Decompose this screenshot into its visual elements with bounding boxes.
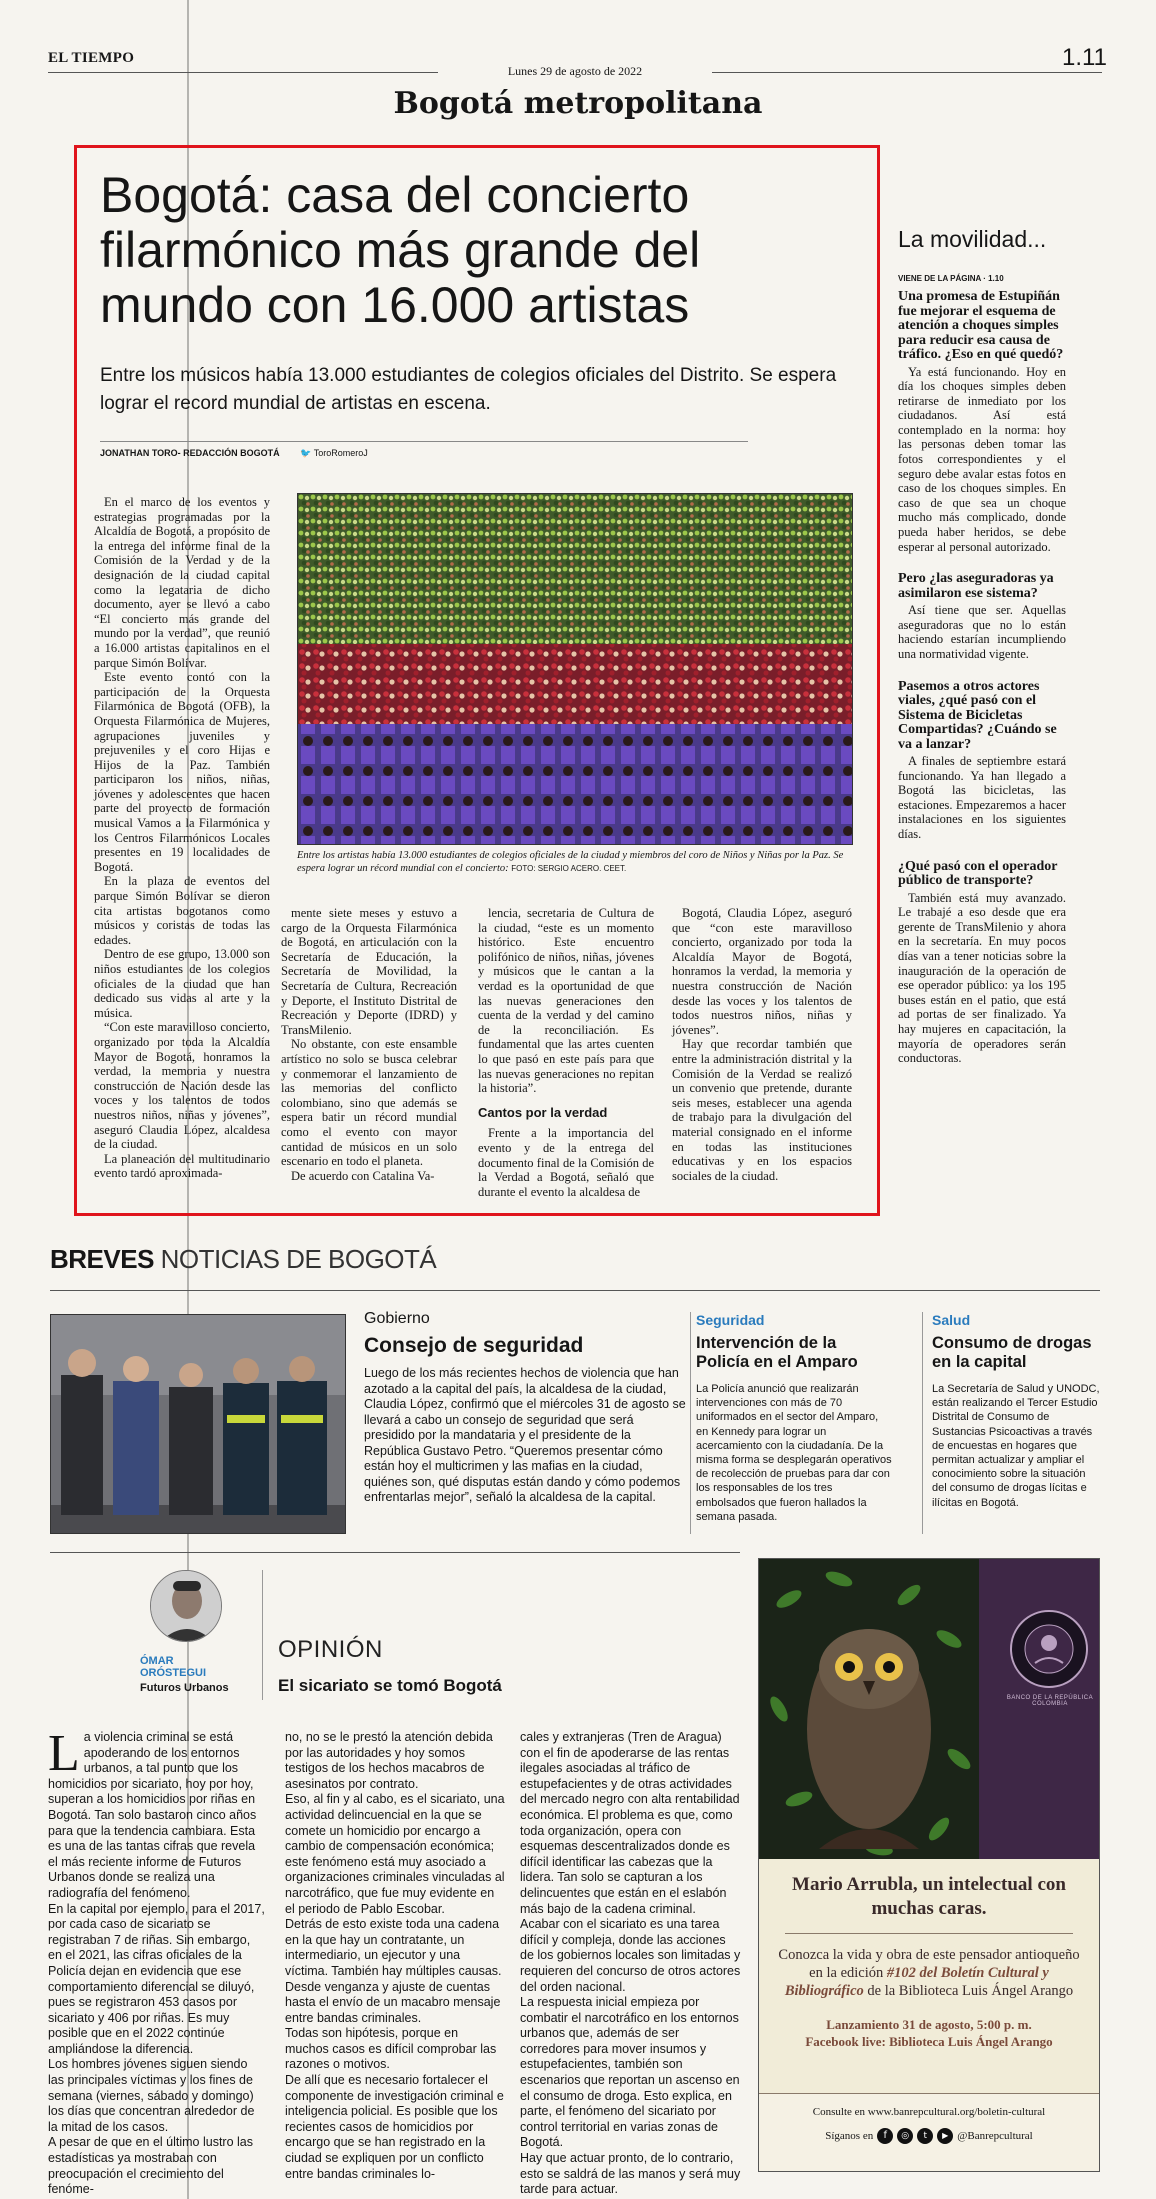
section-title: Bogotá metropolitana — [393, 86, 763, 121]
ad-handle: @Banrepcultural — [957, 2130, 1033, 2142]
sidebar-qa — [898, 288, 1066, 1066]
article-subhead-cantos: Cantos por la verdad — [478, 1104, 608, 1120]
breves-rule — [50, 1290, 1100, 1291]
paragraph: En la plaza de eventos del parque Simón Bolívar se dieron cita artistas bogotanos como músicos y coristas de todas las edades. — [94, 874, 270, 947]
paragraph: De acuerdo con Catalina Va- — [291, 1168, 435, 1183]
paragraph: De allí que es necesario fortalecer el componente de investigación criminal e inteligencia policial. Es posible que los recientes casos de homicidios por encargo que se han registrado en la ciudad se expliquen por un conflicto entre bandas criminales lo- — [285, 2073, 504, 2181]
concert-photo-image — [298, 494, 853, 845]
breve-title: Consumo de drogas en la capital — [932, 1334, 1092, 1371]
paragraph: “Con este maravilloso concierto, organizado por toda la Alcaldía Mayor de Bogotá, honramos la verdad, la memoria y nuestra construcción de Nación desde las voces y los talentos de todos nuestros niños, niñas y jóvenes”, aseguró Claudia López, alcaldesa de la ciudad. — [94, 1020, 270, 1152]
date: Lunes 29 de agosto de 2022 — [507, 64, 643, 78]
paragraph: La planeación del multitudinario evento tardó aproximada- — [94, 1151, 270, 1181]
sidebar-title: La movilidad... — [898, 226, 1047, 252]
instagram-icon[interactable]: ◎ — [897, 2128, 913, 2144]
sidebar-question: Pero ¿las aseguradoras ya asimilaron ese sistema? — [898, 571, 1054, 601]
ad-facebook-live: Facebook live: Biblioteca Luis Ángel Arango — [805, 2034, 1053, 2049]
facebook-icon[interactable]: f — [877, 2128, 893, 2144]
paragraph: no, no se le prestó la atención debida por las autoridades y hoy somos testigos de los hechos macabros de asesinatos por contrato. — [285, 1730, 493, 1791]
sidebar-question: ¿Qué pasó con el operador público de transporte? — [898, 858, 1058, 889]
author-portrait — [151, 1571, 222, 1642]
author-name: ÓMAR ORÓSTEGUI — [140, 1655, 207, 1679]
paragraph: Acabar con el sicariato es una tarea difícil y compleja, donde las acciones de los gobiernos locales son limitadas y requieren del concurso de otros actores del orden nacional. — [520, 1917, 741, 1994]
breve-title: Consejo de seguridad — [364, 1334, 584, 1357]
paragraph: Hay que actuar pronto, de lo contrario, esto se saldrá de las manos y será muy tarde para actuar. — [520, 2151, 741, 2197]
photo-caption: Entre los artistas había 13.000 estudiantes de colegios oficiales de la ciudad y miembros del coro de Niños y Niñas por la Paz. Se espera lograr un récord mundial con el concierto: FOTO: SERGIO ACERO. CEET. — [297, 850, 844, 874]
paragraph: En el marco de los eventos y estrategias programadas por la Alcaldía de Bogotá, a propósito de la entrega del informe final de la Comisión de la Verdad y de la designación de la ciudad capital como la legataria de dicho documento, ayer se llevó a cabo “El concierto más grande del mundo por la verdad”, que reunió a 16.000 artistas capitalinos en el parque Simón Bolívar. — [94, 495, 270, 670]
article-subhead: Entre los músicos había 13.000 estudiantes de colegios oficiales del Distrito. Se espera lograr el record mundial de artistas en escena. — [100, 365, 837, 414]
security-council-photo — [50, 1314, 346, 1534]
dateline — [48, 64, 1102, 82]
opinion-column-2 — [285, 1730, 505, 2182]
sidebar-answer: También está muy avanzado. Le trabajé a eso desde que era gerente de TransMilenio y ahora en la secretaría. En muy pocos días van a tener noticias sobre la inauguración de la operación de ese operador público: ya los 195 buses están en el patio, que está ad portas de ser finalizado. Ya hay mujeres en capacitación, la mayoría de operadores serán conductoras. — [898, 890, 1066, 1066]
paragraph: cales y extranjeras (Tren de Aragua) con el fin de apoderarse de las rentas ilegales asociadas al tráfico de estupefacientes y de otras actividades del mercado negro con alta rentabilidad económica. El problema es que, como toda organización, opera con esquemas descentralizados donde es difícil identificar las cabezas que la lidera. Tan solo se capturan a los delincuentes que están en el eslabón más bajo de la cadena criminal. — [520, 1730, 740, 1916]
paragraph: a violencia criminal se está apoderando de los entornos urbanos, a tal punto que los homicidios por sicariato, hoy por hoy, superan a los homicidios por riñas en Bogotá. Tan solo bastaron cinco años para que la tendencia cambiara. Esta es una de las tantas cifras que revela el más reciente informe de Futuros Urbanos donde se realiza una radiografía del fenómeno. — [48, 1730, 257, 1900]
breve-item-seguridad[interactable] — [696, 1312, 892, 1524]
byline — [100, 441, 748, 459]
ad-siganos: Síganos en — [825, 2130, 874, 2142]
ad-line1: Conozca la vida y obra de este pensador antioqueño en la edición — [778, 1947, 1080, 1981]
banrep-advertisement[interactable] — [758, 1558, 1100, 2172]
opinion-rule — [50, 1552, 740, 1553]
byline-author: JONATHAN TORO- REDACCIÓN BOGOTÁ — [100, 448, 280, 458]
breve-item-gobierno[interactable] — [364, 1310, 686, 1506]
sidebar-question: Una promesa de Estupiñán fue mejorar el esquema de atención a choques simples para reducir esa causa de tráfico. ¿Eso en qué quedó? — [898, 289, 1064, 362]
sidebar-answer: A finales de septiembre estará funcionando. Ya han llegado a Bogotá las bicicletas, las estaciones. Empezaremos a hacer instalaciones en los siguientes días. — [898, 754, 1066, 842]
breve-category: Seguridad — [696, 1312, 765, 1328]
opinion-column-3 — [520, 1730, 742, 2198]
twitter-handle[interactable]: 🐦 ToroRomeroJ — [300, 448, 368, 458]
ad-edition: #102 del Boletín Cultural y Bibliográfico — [784, 1965, 1049, 1999]
masthead: EL TIEMPO — [48, 50, 135, 66]
breve-title: Intervención de la Policía en el Amparo — [696, 1334, 858, 1371]
sidebar-question: Pasemos a otros actores viales, ¿qué pasó con el Sistema de Bicicletas Compartidas? ¿Cuándo se va a lanzar? — [898, 678, 1057, 752]
twitter-icon: 🐦 — [300, 448, 312, 458]
article-column-1 — [94, 495, 270, 1181]
ad-title: Mario Arrubla, un intelectual con muchas caras. — [792, 1874, 1066, 1919]
concert-photo — [297, 493, 853, 845]
youtube-icon[interactable]: ▶ — [937, 2128, 953, 2144]
ad-line2: de la Biblioteca Luis Ángel Arango — [867, 1983, 1074, 1999]
sidebar-continued-from: VIENE DE LA PÁGINA · 1.10 — [898, 274, 1004, 283]
breve-body: La Secretaría de Salud y UNODC, están realizando el Tercer Estudio Distrital de Consumo de Sustancias Psicoactivas a través de encuestas en hogares que permitan actualizar y ampliar el conocimiento sobre la situación del consumo de drogas lícitas e ilícitas en Bogotá. — [932, 1383, 1100, 1509]
paragraph: A pesar de que en el último lustro las estadísticas ya mostraban con preocupación el crecimiento del fenóme- — [48, 2135, 253, 2197]
paragraph: Frente a la importancia del evento y de la entrega del documento final de la Comisión de la Verdad a Bogotá, señaló que durante el evento la alcaldesa de — [478, 1126, 654, 1199]
paragraph: En la capital por ejemplo, para el 2017, por cada caso de sicariato se registraban 7 de riñas. Sin embargo, en el 2021, las cifras oficiales de la Policía dejan en evidencia que ese comportamiento diferencial se diluyó, pues se registraron 453 casos por sicariato y 406 por riñas. Es muy posible que en el 2022 continúe ampliándose la diferencia. — [48, 1901, 265, 2056]
breve-body: Luego de los más recientes hechos de violencia que han azotado a la capital del país, la alcaldesa de la ciudad, Claudia López, confirmó que el miércoles 31 de agosto se llevará a cabo un consejo de seguridad que será presidido por la mandataria y el presidente de la República Gustavo Petro. “Queremos presentar cómo están hoy el multicrimen y las mafias en la ciudad, quiénes son, qué disputas están dando y cómo podemos enfrentarlas mejor”, señaló la alcaldesa de la capital. — [364, 1366, 686, 1504]
sidebar-answer: Así tiene que ser. Aquellas aseguradoras que no lo están haciendo estarían incumpliendo una normatividad vigente. — [898, 603, 1066, 661]
owl-illustration — [759, 1559, 1100, 1859]
opinion-vertical-rule — [262, 1570, 263, 1700]
ad-seal-text: BANCO DE LA REPÚBLICA COLOMBIA — [1006, 1695, 1094, 1707]
breve-body: La Policía anunció que realizarán intervenciones con más de 70 uniformados en el sector del Amparo, en Kennedy para lograr un acercamiento con la ciudadanía. De la misma forma se desplegarán operativos de recolección de pruebas para dar con los responsables de los tres embolsados que fueron hallados la semana pasada. — [696, 1383, 892, 1523]
article-column-2 — [281, 906, 457, 1183]
article-headline: Bogotá: casa del concierto filarmónico más grande del mundo con 16.000 artistas — [100, 167, 701, 333]
security-council-image — [51, 1315, 346, 1534]
ad-consulte-link[interactable]: Consulte en www.banrepcultural.org/boletin-cultural — [812, 2106, 1046, 2118]
twitter-icon[interactable]: t — [917, 2128, 933, 2144]
paragraph: Hay que recordar también que entre la administración distrital y la Comisión de la Verdad se realizó un convenio que pretende, durante seis meses, establecer una agenda de trabajo para la divulgación del material consignado en el informe en todas las instituciones educativas y en los espacios sociales de la ciudad. — [672, 1037, 852, 1183]
paragraph: Detrás de esto existe toda una cadena en la que hay un contratante, un intermediario, un ejecutor y una víctima. También hay múltiples causas. Desde venganza y ajuste de cuentas hasta el envío de un macabro mensaje entre bandas criminales. — [285, 1917, 502, 2025]
opinion-column-1 — [48, 1725, 266, 2198]
dropcap: L — [48, 1725, 80, 1782]
breve-item-salud[interactable] — [932, 1312, 1100, 1510]
paragraph: Dentro de ese grupo, 13.000 son niños estudiantes de los colegios oficiales de la ciudad que han dedicado sus vidas al arte y la música. — [94, 947, 270, 1020]
paragraph: Eso, al fin y al cabo, es el sicariato, una actividad delincuencial en la que se comete un homicidio por encargo a cambio de compensación económica; este fenómeno está muy asociado a organizaciones criminales vinculadas al narcotráfico, que fue muy evidente en el periodo de Pablo Escobar. — [285, 1792, 505, 1916]
breve-category: Gobierno — [364, 1310, 430, 1327]
breve-category: Salud — [932, 1312, 971, 1328]
paragraph: La respuesta inicial empieza por combatir el narcotráfico en los entornos urbanos que, además de ser corredores para mover insumos y estupefacientes, también son escenarios que reportan un ascenso en el consumo de droga. Esto explica, en parte, el fenómeno del sicariato por control territorial en varias zonas de Bogotá. — [520, 1995, 740, 2150]
opinion-label: OPINIÓN — [278, 1636, 383, 1663]
breves-column-divider-1 — [690, 1312, 691, 1534]
breves-label: BREVES NOTICIAS DE BOGOTÁ — [50, 1244, 437, 1274]
paragraph: mente siete meses y estuvo a cargo de la Orquesta Filarmónica de Bogotá, en articulación con la Secretaría de Educación, la Secretaría de Movilidad, la Secretaría de Cultura, Recreación y Deporte, el Instituto Distrital de Recreación y Deporte (IDRD) y TransMilenio. — [281, 906, 457, 1037]
sidebar-answer: Ya está funcionando. Hoy en día los choques simples deben retirarse de inmediato por los ciudadanos. Así está contemplado en la norma: hoy las personas deben tomar las fotos correspondientes y el seguro debe avalar estas fotos en caso de los choques simples. En caso de que sea un choque mucho más complicado, donde pueda haber heridos, se debe esperar al personal autorizado. — [898, 364, 1066, 554]
paragraph: Los hombres jóvenes siguen siendo las principales víctimas y los fines de semana (viernes, sábado y domingo) los días que concentran alrededor de la mitad de los casos. — [48, 2057, 255, 2134]
article-column-4 — [672, 906, 852, 1183]
paragraph: No obstante, con este ensamble artístico no solo se busca celebrar y conmemorar el lanzamiento de las memorias del conflicto colombiano, sino que además se espera batir un récord mundial como el evento con mayor cantidad de músicos en un solo escenario en todo el planeta. — [281, 1037, 457, 1169]
paragraph: Bogotá, Claudia López, aseguró que “con este maravilloso concierto, organizado por toda la Alcaldía Mayor de Bogotá, honramos la verdad, la memoria y nuestra construcción de Nación desde las voces y los talentos de todos nuestros niños, niñas y jóvenes”. — [672, 906, 852, 1037]
breves-column-divider-2 — [922, 1312, 923, 1534]
paragraph: Este evento contó con la participación de la Orquesta Filarmónica de Bogotá (OFB), la Orquesta Filarmónica de Mujeres, agrupaciones juveniles y prejuveniles y el coro Hijas e Hijos de la Paz. También participaron los niños, niñas, jóvenes y adolescentes que hacen parte del proyecto de formación musical Vamos a la Filarmónica y los Centros Filarmónicos Locales presentes en 19 localidades de Bogotá. — [94, 670, 270, 874]
opinion-title: El sicariato se tomó Bogotá — [278, 1676, 502, 1695]
author-org: Futuros Urbanos — [140, 1682, 229, 1694]
photo-credit: FOTO: SERGIO ACERO. CEET. — [511, 864, 627, 873]
page-number: 1.11 — [1062, 44, 1107, 71]
ad-launch-date: Lanzamiento 31 de agosto, 5:00 p. m. — [826, 2017, 1032, 2032]
article-column-3 — [478, 906, 654, 1199]
paragraph: lencia, secretaria de Cultura de la ciudad, “este es un momento histórico. Este encuentro polifónico de niños, niñas, jóvenes y músicos que le cantan a la verdad es la oportunidad de que las nuevas generaciones den cuenta de la verdad y del camino de la reconciliación. Es fundamental que las artes cuenten lo que pasó en este país para que las nuevas generaciones no repitan la historia”. — [478, 906, 654, 1096]
author-avatar — [150, 1570, 222, 1642]
paragraph: Todas son hipótesis, porque en muchos casos es difícil comprobar las razones o motivos. — [285, 2026, 497, 2072]
